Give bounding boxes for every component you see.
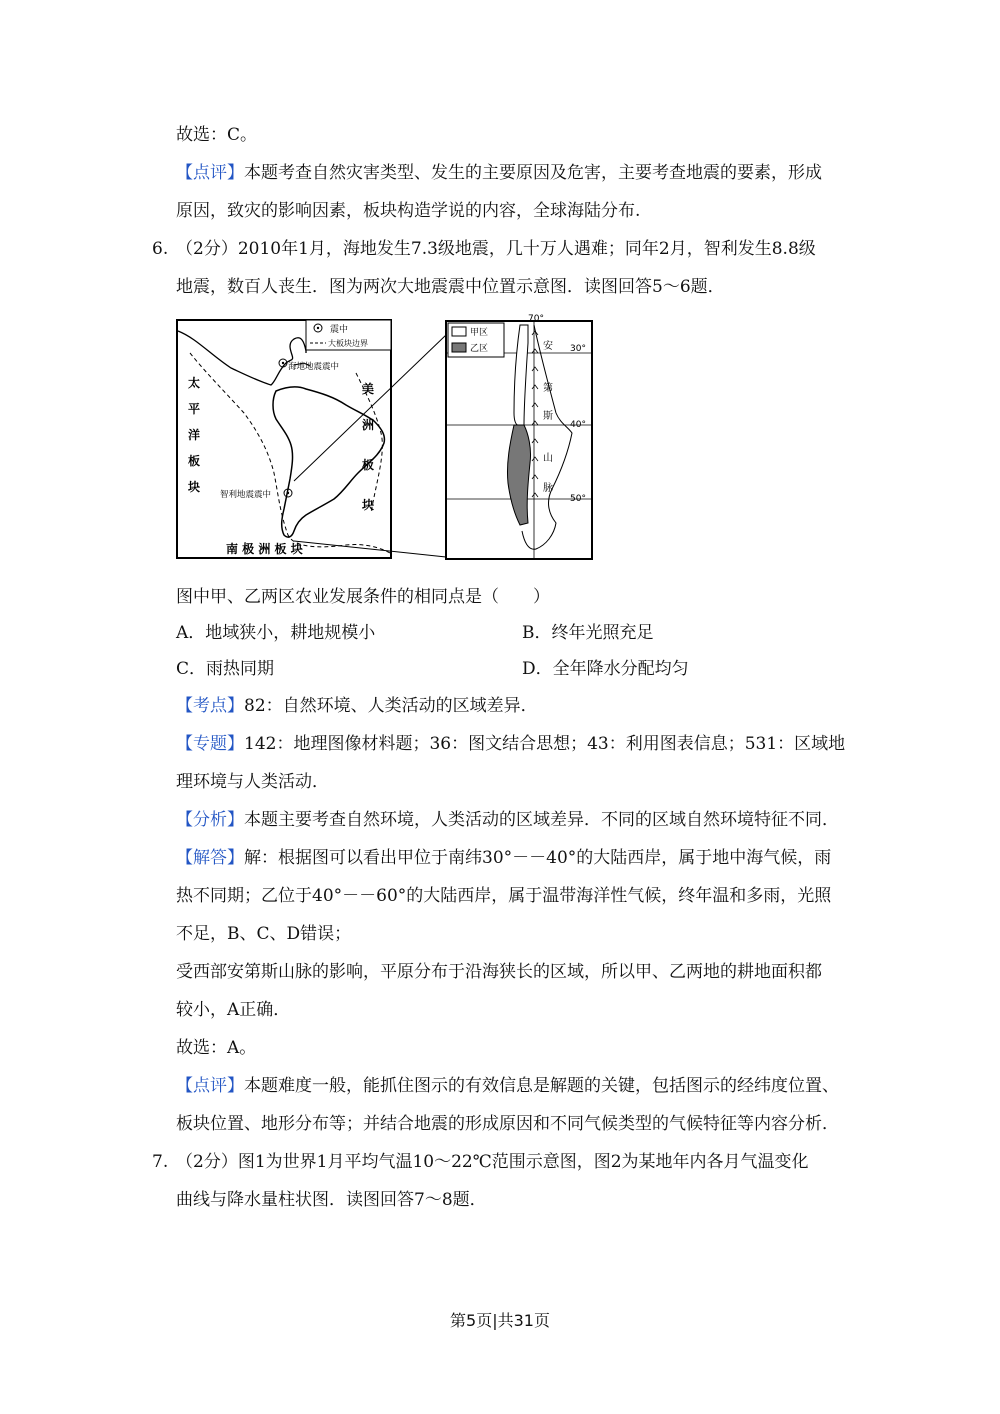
comment-text: 本题考查自然灾害类型、发生的主要原因及危害，主要考查地震的要素，形成 bbox=[244, 163, 822, 183]
lat40-label: 40° bbox=[570, 420, 586, 430]
lon70-label: 70° bbox=[528, 314, 544, 324]
q6-dianping-line1 bbox=[176, 1074, 839, 1098]
q6-zhuanti-line2: 理环境与人类活动． bbox=[176, 772, 329, 792]
q5-answer: 故选：C。 bbox=[176, 125, 258, 145]
andes-label-5: 脉 bbox=[543, 483, 553, 494]
legend-yi-label: 乙区 bbox=[470, 344, 489, 354]
legend-boundary-label: 大板块边界 bbox=[328, 339, 368, 348]
dianping-text: 本题难度一般，能抓住图示的有效信息是解题的关键，包括图示的经纬度位置、 bbox=[244, 1076, 839, 1096]
q6-stem-line1: （2分）2010年1月，海地发生7.3级地震，几十万人遇难；同年2月，智利发生8.8级 bbox=[176, 239, 816, 259]
q6-number: 6. bbox=[152, 239, 169, 259]
page-footer: 第5页|共31页 bbox=[450, 1311, 550, 1330]
chile-epicenter-label: 智利地震震中 bbox=[220, 490, 272, 500]
q6-option-c: C．雨热同期 bbox=[176, 659, 275, 679]
q6-zhuanti-line1 bbox=[176, 732, 845, 756]
fenxi-tag: 【分析】 bbox=[176, 810, 244, 830]
andes-label-1: 安 bbox=[543, 341, 553, 352]
q6-answer: 故选：A。 bbox=[176, 1038, 257, 1058]
jieda-tag: 【解答】 bbox=[176, 848, 244, 868]
q6-question: 图中甲、乙两区农业发展条件的相同点是（ ） bbox=[176, 587, 550, 607]
pacific-plate-label-2: 平 bbox=[188, 402, 201, 416]
zhuanti-text: 142：地理图像材料题；36：图文结合思想；43：利用图表信息；531：区域地 bbox=[244, 734, 846, 754]
yi-legend-swatch bbox=[452, 343, 466, 352]
jieda-text: 解：根据图可以看出甲位于南纬30°－－40°的大陆西岸，属于地中海气候，雨 bbox=[244, 848, 832, 868]
antarctic-plate-label: 南 极 洲 板 块 bbox=[226, 542, 303, 556]
comment-tag: 【点评】 bbox=[176, 163, 244, 183]
legend-jia-label: 甲区 bbox=[470, 328, 489, 338]
american-plate-label-3: 板 bbox=[362, 458, 375, 472]
q6-jieda-line1 bbox=[176, 846, 831, 870]
american-plate-label-4: 块 bbox=[362, 498, 375, 512]
legend-epicenter-label: 震中 bbox=[330, 325, 349, 335]
q6-jieda-line2: 热不同期；乙位于40°－－60°的大陆西岸，属于温带海洋性气候，终年温和多雨，光照 bbox=[176, 886, 832, 906]
zhuanti-tag: 【专题】 bbox=[176, 734, 244, 754]
andes-label-4: 山 bbox=[543, 453, 553, 464]
american-plate-label-2: 洲 bbox=[362, 418, 375, 432]
q6-option-a: A．地域狭小，耕地规模小 bbox=[176, 623, 376, 643]
q5-comment-line2: 原因，致灾的影响因素，板块构造学说的内容，全球海陆分布. bbox=[176, 201, 641, 221]
q7-stem-line1: （2分）图1为世界1月平均气温10～22℃范围示意图，图2为某地年内各月气温变化 bbox=[176, 1152, 809, 1172]
pacific-plate-label-1: 太 bbox=[188, 376, 201, 390]
q6-kaodian bbox=[176, 694, 538, 718]
q6-jieda-line3: 不足，B、C、D错误； bbox=[176, 924, 352, 944]
american-plate-label-1: 美 bbox=[362, 382, 375, 396]
kaodian-text: 82：自然环境、人类活动的区域差异． bbox=[244, 696, 538, 716]
earthquake-map-figure bbox=[176, 313, 596, 563]
q6-dianping-line2: 板块位置、地形分布等；并结合地震的形成原因和不同气候类型的气候特征等内容分析． bbox=[176, 1114, 839, 1134]
kaodian-tag: 【考点】 bbox=[176, 696, 244, 716]
q6-option-d: D．全年降水分配均匀 bbox=[522, 659, 689, 679]
fenxi-text: 本题主要考查自然环境，人类活动的区域差异．不同的区域自然环境特征不同． bbox=[244, 810, 839, 830]
pacific-plate-label-5: 块 bbox=[188, 480, 201, 494]
pacific-plate-label-3: 洋 bbox=[188, 428, 201, 442]
jia-legend-swatch bbox=[452, 327, 466, 336]
q7-stem-line2: 曲线与降水量柱状图．读图回答7～8题． bbox=[176, 1190, 487, 1210]
andes-label-3: 斯 bbox=[543, 411, 553, 422]
haiti-epicenter-label: 海地地震震中 bbox=[288, 362, 340, 372]
lat30-label: 30° bbox=[570, 344, 586, 354]
q6-jieda-line5: 较小，A正确． bbox=[176, 1000, 291, 1020]
q6-fenxi bbox=[176, 808, 839, 832]
q6-option-b: B．终年光照充足 bbox=[522, 623, 654, 643]
q6-jieda-line4: 受西部安第斯山脉的影响，平原分布于沿海狭长的区域，所以甲、乙两地的耕地面积都 bbox=[176, 962, 822, 982]
q7-number: 7. bbox=[152, 1152, 169, 1172]
andes-label-2: 第 bbox=[543, 383, 553, 394]
lat50-label: 50° bbox=[570, 494, 586, 504]
pacific-plate-label-4: 板 bbox=[188, 454, 201, 468]
dianping-tag: 【点评】 bbox=[176, 1076, 244, 1096]
q5-comment-line1 bbox=[176, 161, 822, 185]
q6-stem-line2: 地震，数百人丧生．图为两次大地震震中位置示意图．读图回答5～6题． bbox=[176, 277, 725, 297]
